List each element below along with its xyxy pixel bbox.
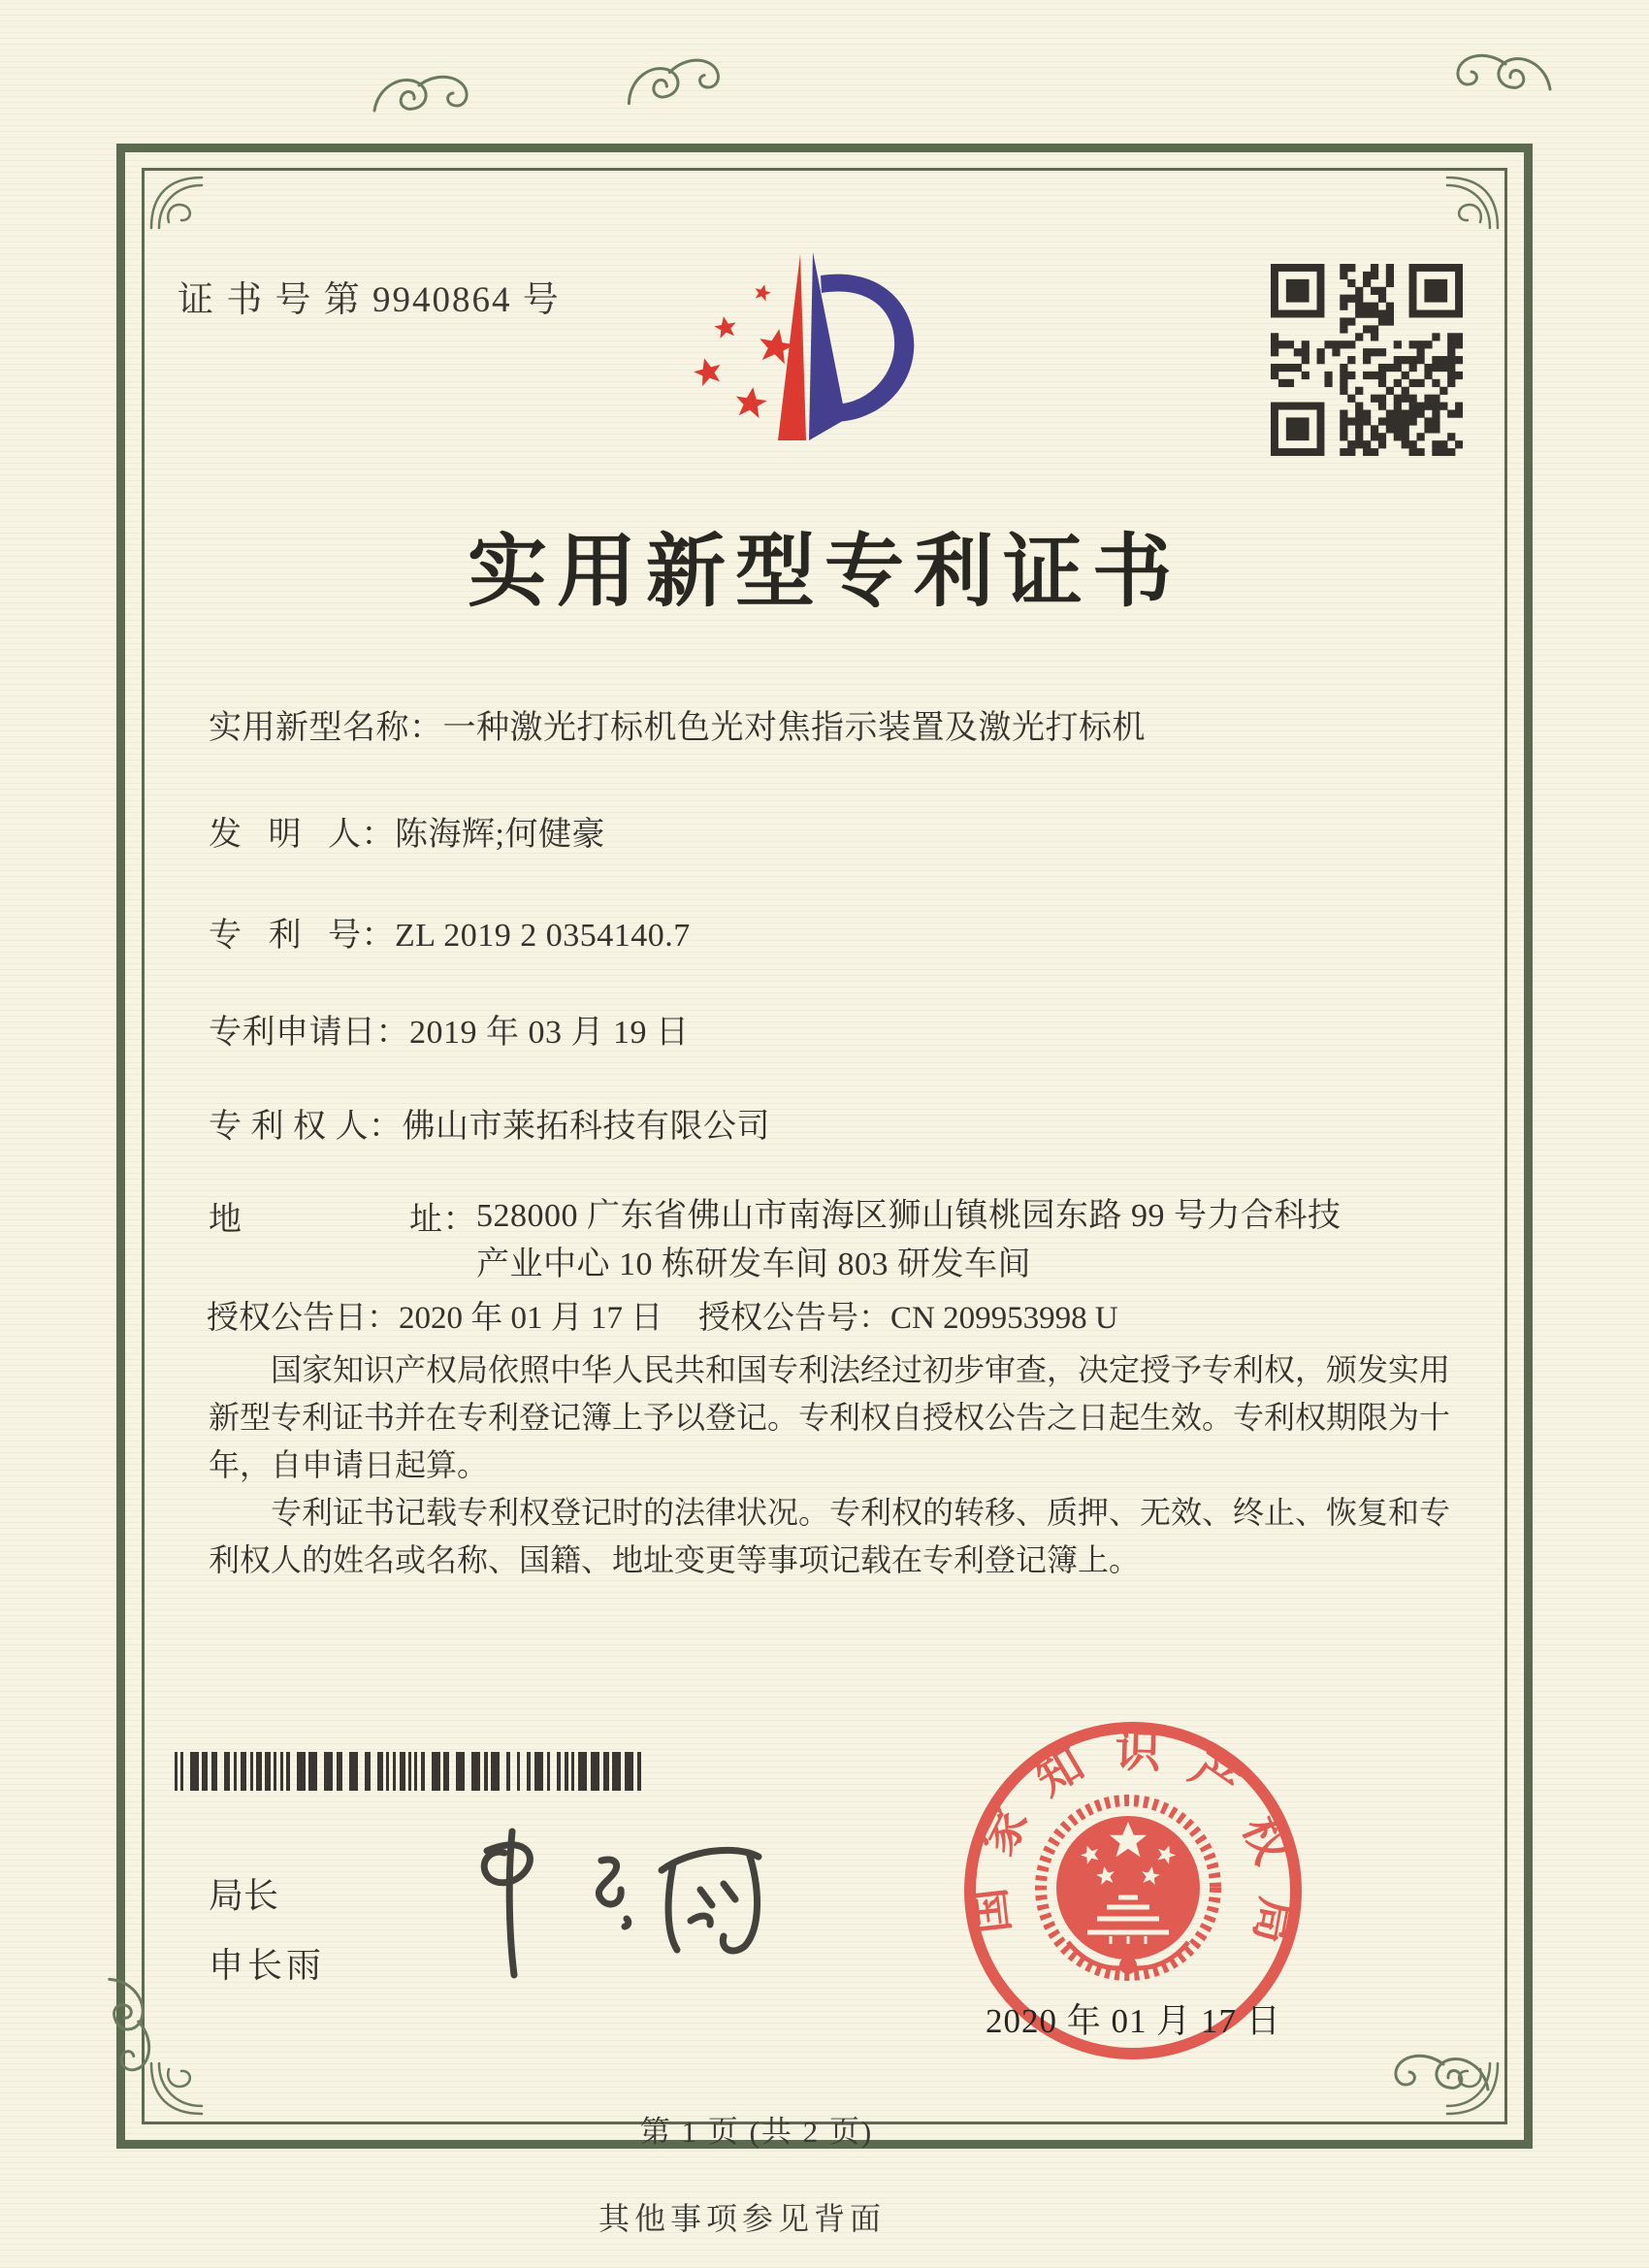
field-label: 实用新型名称： bbox=[209, 710, 443, 746]
director-signature bbox=[436, 1814, 795, 1989]
field-utility-model-name bbox=[209, 700, 1146, 748]
flourish-ornament-icon bbox=[369, 68, 475, 126]
field-address bbox=[209, 1192, 1349, 1289]
corner-ornament-icon bbox=[147, 174, 206, 232]
legal-paragraph: 国家知识产权局依照中华人民共和国专利法经过初步审查，决定授予专利权，颁发实用新型专利证书并在专利登记簿上予以登记。专利权自授权公告之日起生效。专利权期限为十年，自申请日起算。 bbox=[209, 1352, 1451, 1482]
legal-text bbox=[209, 1346, 1450, 1584]
seal-text: 国家知识产权局 bbox=[963, 1726, 1303, 1948]
field-application-date bbox=[209, 1005, 690, 1053]
field-label: 专利申请日： bbox=[209, 1015, 409, 1051]
field-value: 佛山市莱拓科技有限公司 bbox=[402, 1109, 770, 1145]
field-patentee bbox=[209, 1099, 770, 1147]
field-patent-number bbox=[209, 908, 691, 956]
certificate-title: 实用新型专利证书 bbox=[467, 528, 1181, 616]
cnipa-logo-icon bbox=[677, 248, 931, 456]
qr-code bbox=[1271, 264, 1463, 456]
corner-ornament-icon bbox=[1443, 174, 1502, 232]
field-value: 2019 年 03 月 19 日 bbox=[409, 1015, 690, 1051]
grant-date bbox=[207, 1292, 663, 1338]
field-label: 专 利 权 人： bbox=[209, 1109, 403, 1145]
certificate-number: 证 书 号 第 9940864 号 bbox=[178, 280, 561, 320]
grant-date-value: 2020 年 01 月 17 日 bbox=[399, 1301, 663, 1336]
director-title: 局长 bbox=[209, 1876, 279, 1915]
flourish-ornament-icon bbox=[1387, 2047, 1494, 2105]
flourish-ornament-icon bbox=[617, 48, 730, 120]
field-value: 陈海辉;何健豪 bbox=[395, 817, 605, 853]
flourish-ornament-icon bbox=[1449, 47, 1556, 105]
field-value: 一种激光打标机色光对焦指示装置及激光打标机 bbox=[442, 710, 1146, 746]
flourish-ornament-icon bbox=[93, 1970, 160, 2082]
seal-date: 2020 年 01 月 17 日 bbox=[986, 2002, 1281, 2040]
field-value: 528000 广东省佛山市南海区狮山镇桃园东路 99 号力合科技产业中心 10 栋研发车间 803 研发车间 bbox=[476, 1198, 1342, 1282]
grant-number-value: CN 209953998 U bbox=[890, 1301, 1118, 1336]
grant-number-label: 授权公告号： bbox=[698, 1301, 890, 1336]
national-emblem-icon bbox=[1041, 1800, 1215, 1975]
field-inventors bbox=[209, 807, 605, 855]
back-side-note: 其他事项参见背面 bbox=[598, 2201, 886, 2236]
legal-paragraph: 专利证书记载专利权登记时的法律状况。专利权的转移、质押、无效、终止、恢复和专利权人的姓名或名称、国籍、地址变更等事项记载在专利登记簿上。 bbox=[209, 1495, 1451, 1577]
grant-date-label: 授权公告日： bbox=[207, 1301, 399, 1336]
page-number: 第 1 页 (共 2 页) bbox=[639, 2115, 874, 2149]
field-label: 专 利 号： bbox=[209, 918, 395, 954]
field-label: 地 址： bbox=[209, 1202, 476, 1238]
field-label: 发 明 人： bbox=[209, 817, 395, 853]
field-value: ZL 2019 2 0354140.7 bbox=[395, 918, 691, 954]
barcode bbox=[175, 1752, 646, 1791]
grant-number bbox=[698, 1292, 1118, 1338]
director-name: 申长雨 bbox=[209, 1946, 326, 1985]
